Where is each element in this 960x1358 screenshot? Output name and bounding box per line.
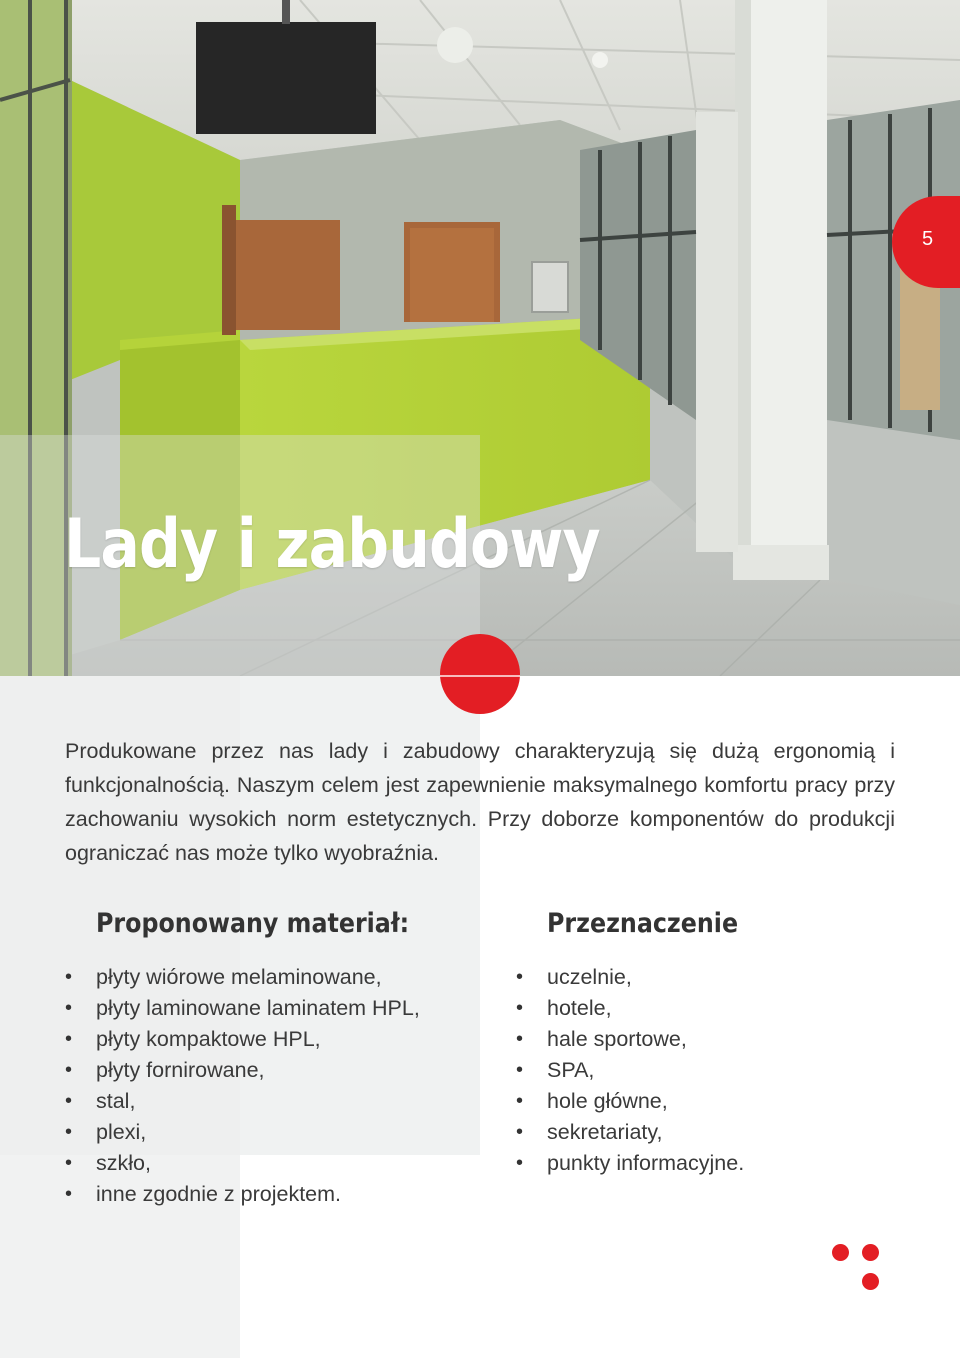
list-item: • sekretariaty, bbox=[516, 1117, 744, 1148]
list-item: • uczelnie, bbox=[516, 962, 744, 993]
list-item: • SPA, bbox=[516, 1055, 744, 1086]
red-dots-decoration bbox=[832, 1244, 882, 1294]
intro-paragraph: Produkowane przez nas lady i zabudowy charakteryzują się dużą ergonomią i funkcjonalnością. Naszym celem jest zapewnienie maksymalnego komfortu pracy przy zachowaniu wysokich norm estetycznych. Przy doborze komponentów do produkcji ograniczać nas może tylko wyobraźnia. bbox=[65, 739, 895, 865]
list-item: • płyty kompaktowe HPL, bbox=[65, 1024, 420, 1055]
purpose-heading: Przeznaczenie bbox=[547, 908, 739, 939]
list-item: • płyty wiórowe melaminowane, bbox=[65, 962, 420, 993]
list-item: • plexi, bbox=[65, 1117, 420, 1148]
red-dot bbox=[832, 1244, 849, 1261]
red-dot bbox=[862, 1273, 879, 1290]
list-item: • płyty fornirowane, bbox=[65, 1055, 420, 1086]
list-item: • hole główne, bbox=[516, 1086, 744, 1117]
materials-heading: Proponowany materiał: bbox=[96, 908, 410, 939]
red-dot bbox=[862, 1244, 879, 1261]
list-item: • inne zgodnie z projektem. bbox=[65, 1179, 420, 1210]
purpose-list bbox=[516, 962, 744, 1179]
list-item: • hale sportowe, bbox=[516, 1024, 744, 1055]
list-item: • szkło, bbox=[65, 1148, 420, 1179]
list-item: • stal, bbox=[65, 1086, 420, 1117]
list-item: • hotele, bbox=[516, 993, 744, 1024]
red-circle-decoration bbox=[440, 634, 520, 714]
materials-list bbox=[65, 962, 420, 1210]
page-number: 5 bbox=[922, 228, 934, 250]
list-item: • płyty laminowane laminatem HPL, bbox=[65, 993, 420, 1024]
list-item: • punkty informacyjne. bbox=[516, 1148, 744, 1179]
page-title: Lady i zabudowy bbox=[64, 505, 600, 584]
